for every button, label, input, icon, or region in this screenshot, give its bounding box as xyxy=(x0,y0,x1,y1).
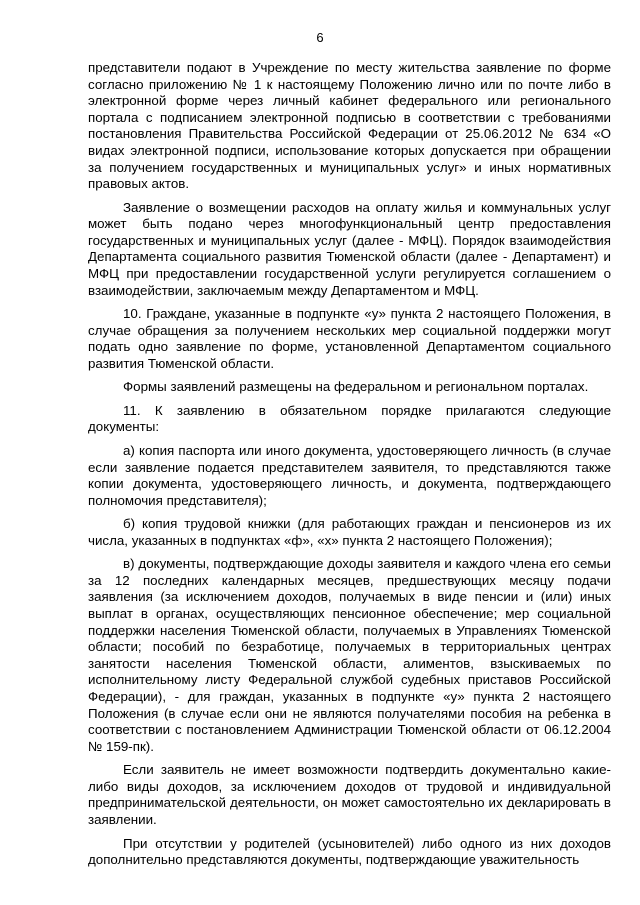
paragraph-item-11: 11. К заявлению в обязательном порядке прилагаются следующие документы: xyxy=(88,402,611,435)
page-number: 6 xyxy=(316,30,324,45)
paragraph-item-10: 10. Граждане, указанные в подпункте «у» пункта 2 настоящего Положения, в случае обращения за получением нескольких мер социальной поддержки могут подать одно заявление по форме, установленной Департаментом социального развития Тюменской области. xyxy=(88,306,611,371)
paragraph-income-declaration: Если заявитель не имеет возможности подтвердить документально какие-либо виды доходов, за исключением доходов от трудовой и индивидуальной предпринимательской деятельности, он может самостоятельно их декларировать в заявлении. xyxy=(88,762,611,828)
paragraph-forms-portals: Формы заявлений размещены на федеральном и региональном порталах. xyxy=(123,379,589,395)
document-body xyxy=(88,60,611,876)
paragraph-no-income: При отсутствии у родителей (усыновителей) либо одного из них доходов дополнительно представляются документы, подтверждающие уважительность xyxy=(88,835,611,868)
paragraph-continuation: представители подают в Учреждение по месту жительства заявление по форме согласно приложению № 1 к настоящему Положению лично или по почте либо в электронной форме через личный кабинет федерального или регионального портала с подписанием электронной подписью в соответствии с требованиями постановления Правительства Российской Федерации от 25.06.2012 № 634 «О видах электронной подписи, использование которых допускается при обращении за получением государственных и муниципальных услуг» и иных нормативных правовых актов. xyxy=(88,60,611,192)
paragraph-subitem-a: а) копия паспорта или иного документа, удостоверяющего личность (в случае если заявление подается представителем заявителя, то представляются также копии документа, удостоверяющего личность, и документа, подтверждающего полномочия представителя); xyxy=(88,442,611,508)
paragraph-subitem-v: в) документы, подтверждающие доходы заявителя и каждого члена его семьи за 12 последних календарных месяцев, предшествующих месяцу подачи заявления (за исключением доходов, получаемых в виде пенсии и (или) иных выплат в органах, осуществляющих пенсионное обеспечение; мер социальной поддержки населения Тюменской области, получаемых в Управлениях Тюменской области; пособий по безработице, получаемых в территориальных центрах занятости населения Тюменской области, алиментов, взыскиваемых по исполнительному листу Федеральной службой судебных приставов Российской Федерации), - для граждан, указанных в подпункте «у» пункта 2 настоящего Положения (в случае если они не являются получателями пособия на ребенка в соответствии с постановлением Администрации Тюменской области от 06.12.2004 № 159-пк). xyxy=(88,556,611,754)
paragraph-mfc-application: Заявление о возмещении расходов на оплату жилья и коммунальных услуг может быть подано через многофункциональный центр предоставления государственных и муниципальных услуг (далее - МФЦ). Порядок взаимодействия Департамента социального развития Тюменской области (далее - Департамент) и МФЦ при предоставлении государственной услуги регулируется соглашением о взаимодействии, заключаемым между Департаментом и МФЦ. xyxy=(88,199,611,298)
paragraph-subitem-b: б) копия трудовой книжки (для работающих граждан и пенсионеров из их числа, указанных в подпунктах «ф», «х» пункта 2 настоящего Положения); xyxy=(88,516,611,548)
